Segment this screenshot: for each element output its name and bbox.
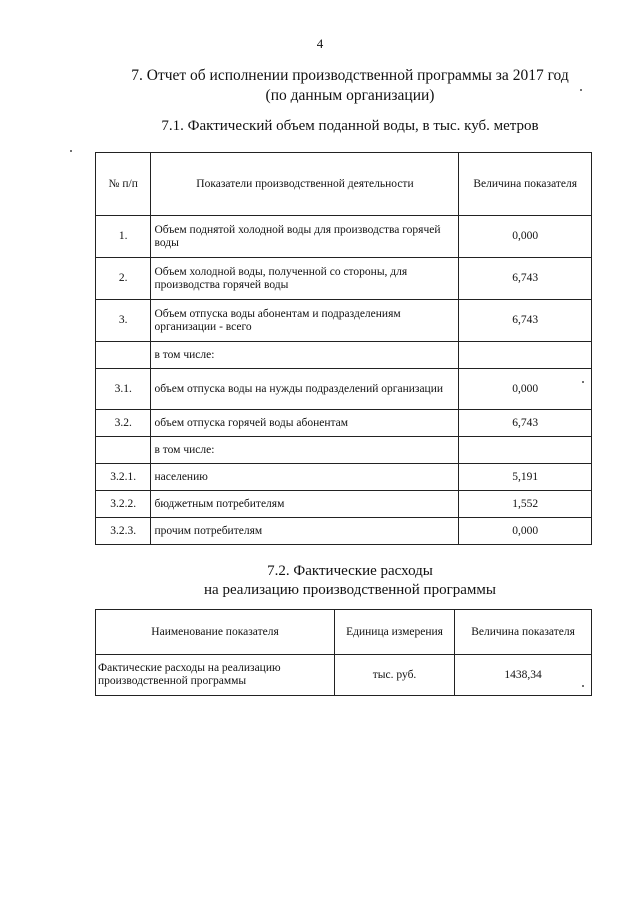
table-header-row [96, 153, 592, 216]
water-volume-table [95, 152, 592, 545]
subsection-title-expenses-line2: на реализацию производственной программы [204, 582, 496, 598]
header-value: Величина показателя [459, 153, 592, 216]
section-title-line1: 7. Отчет об исполнении производственной программы за 2017 год [131, 67, 569, 84]
header-value: Величина показателя [455, 610, 592, 655]
row-name: объем отпуска воды на нужды подразделений организации [151, 369, 459, 410]
row-number [96, 342, 151, 369]
row-number [96, 437, 151, 464]
table-row [96, 464, 592, 491]
row-value: 6,743 [459, 258, 592, 300]
row-value: 6,743 [459, 410, 592, 437]
row-number: 3.2. [96, 410, 151, 437]
table-row [96, 342, 592, 369]
subsection-title-expenses [120, 562, 580, 600]
header-indicator-name: Наименование показателя [96, 610, 335, 655]
row-number: 2. [96, 258, 151, 300]
row-value: 1438,34 [455, 655, 592, 696]
row-number: 3. [96, 300, 151, 342]
subsection-title-water-volume: 7.1. Фактический объем поданной воды, в тыс. куб. метров [161, 118, 539, 134]
subsection-title-expenses-line1: 7.2. Фактические расходы [267, 563, 433, 579]
table-row [96, 410, 592, 437]
row-value: 1,552 [459, 491, 592, 518]
row-value: 0,000 [459, 216, 592, 258]
row-number: 1. [96, 216, 151, 258]
scan-speck [582, 381, 584, 383]
scan-speck [70, 150, 72, 152]
row-value [459, 437, 592, 464]
row-value: 0,000 [459, 369, 592, 410]
table-row [96, 655, 592, 696]
row-number: 3.2.2. [96, 491, 151, 518]
row-number: 3.2.1. [96, 464, 151, 491]
expenses-table [95, 609, 592, 696]
row-number: 3.2.3. [96, 518, 151, 545]
row-name: Объем поднятой холодной воды для производства горячей воды [151, 216, 459, 258]
page-number: 4 [316, 36, 324, 51]
table-row [96, 491, 592, 518]
row-name: Объем отпуска воды абонентам и подразделениям организации - всего [151, 300, 459, 342]
row-value: 5,191 [459, 464, 592, 491]
row-name: Объем холодной воды, полученной со стороны, для производства горячей воды [151, 258, 459, 300]
row-value: 6,743 [459, 300, 592, 342]
row-name: объем отпуска горячей воды абонентам [151, 410, 459, 437]
scan-speck [580, 89, 582, 91]
table-row [96, 300, 592, 342]
section-title-line2: (по данным организации) [265, 87, 435, 104]
header-number: № п/п [96, 153, 151, 216]
table-header-row [96, 610, 592, 655]
scan-speck [582, 685, 584, 687]
row-name: в том числе: [151, 437, 459, 464]
table-row [96, 369, 592, 410]
row-name: Фактические расходы на реализацию производственной программы [96, 655, 335, 696]
table-row [96, 518, 592, 545]
row-name: населению [151, 464, 459, 491]
section-title [90, 66, 610, 106]
header-indicator: Показатели производственной деятельности [151, 153, 459, 216]
row-unit: тыс. руб. [335, 655, 455, 696]
table-row [96, 437, 592, 464]
row-value: 0,000 [459, 518, 592, 545]
header-unit: Единица измерения [335, 610, 455, 655]
row-value [459, 342, 592, 369]
table-row [96, 216, 592, 258]
row-name: бюджетным потребителям [151, 491, 459, 518]
row-name: в том числе: [151, 342, 459, 369]
row-name: прочим потребителям [151, 518, 459, 545]
table-row [96, 258, 592, 300]
row-number: 3.1. [96, 369, 151, 410]
